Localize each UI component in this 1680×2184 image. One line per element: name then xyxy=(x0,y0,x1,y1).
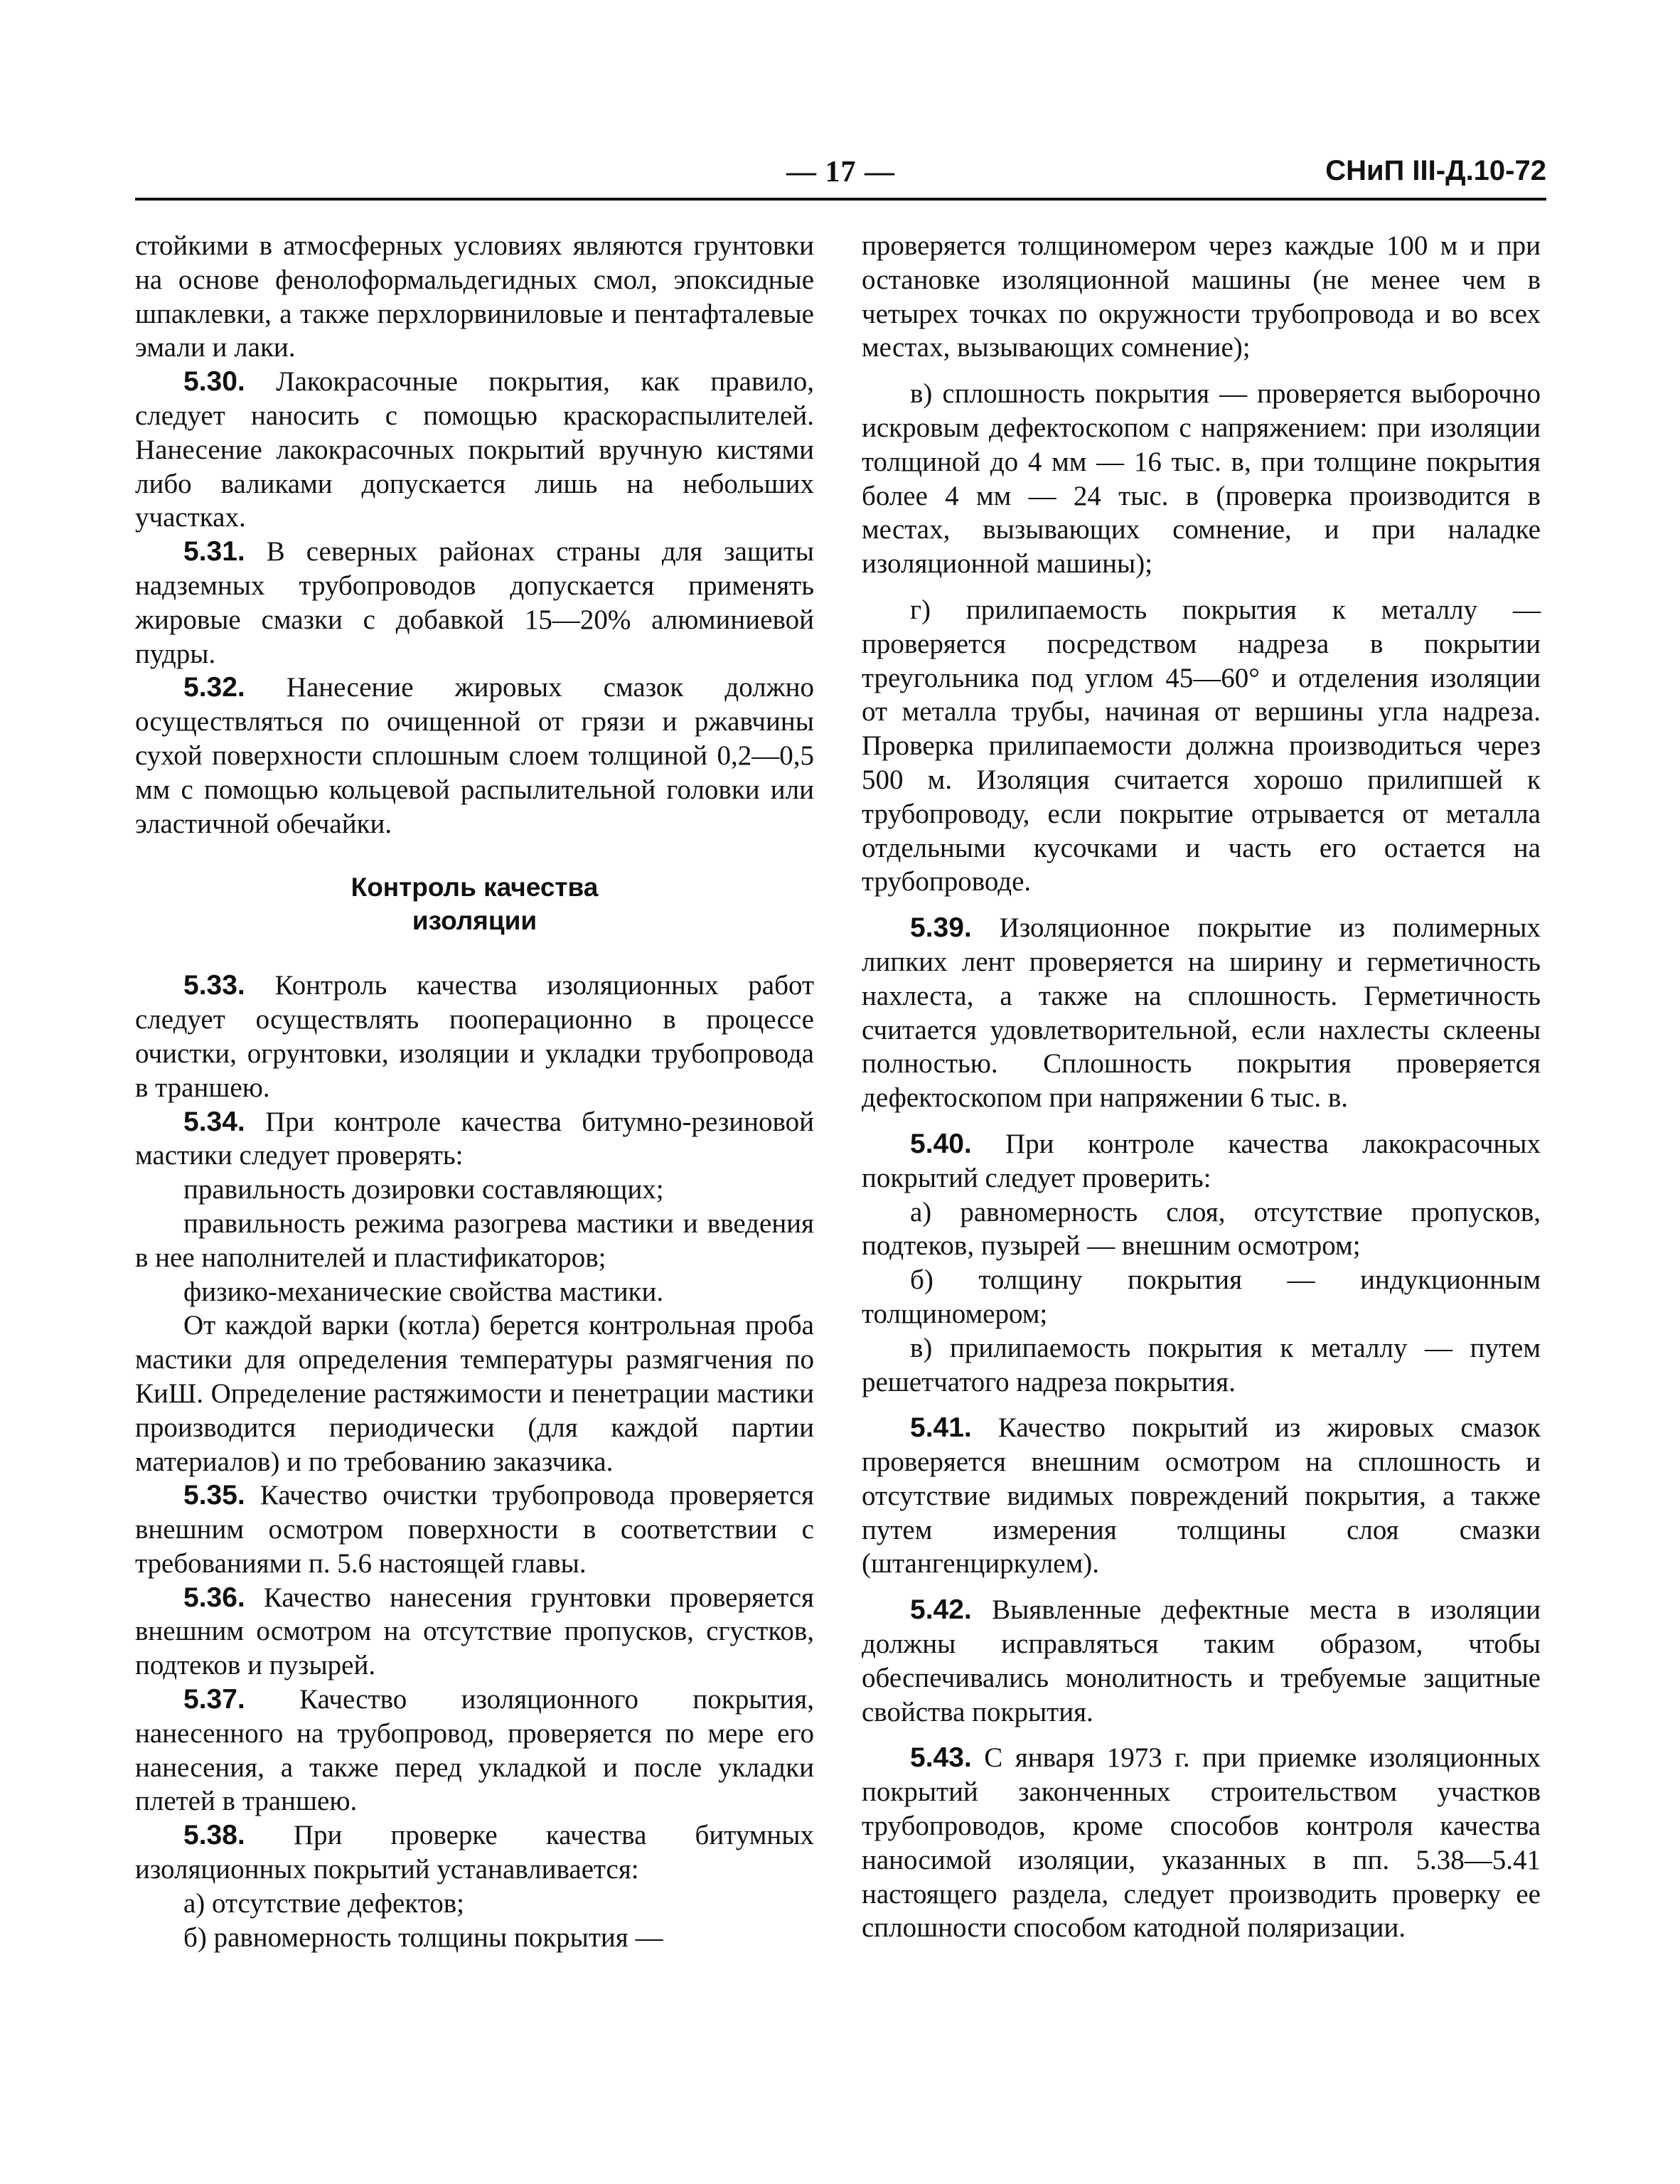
clause-text: В северных районах страны для защиты надземных трубопроводов допускается применять жировые смазки с добавкой 15—20% алюминиевой пудры. xyxy=(135,536,814,669)
clause-text: Выявленные дефектные места в изоляции должны исправляться таким образом, чтобы обеспечивались монолитность и требуемые защитные свойства покрытия. xyxy=(862,1594,1541,1727)
clause-text: Качество очистки трубопровода проверяется внешним осмотром поверхности в соответствии с требованиями п. 5.6 настоящей главы. xyxy=(135,1480,814,1579)
list-item: в) прилипаемость покрытия к металлу — путем решетчатого надреза покрытия. xyxy=(862,1332,1541,1397)
clause-5-42 xyxy=(862,1593,1541,1729)
clause-text: При проверке качества битумных изоляционных покрытий устанавливается: xyxy=(135,1820,814,1885)
clause-text: Изоляционное покрытие из полимерных липких лент проверяется на ширину и герметичность нахлеста, а также на сплошность. Герметичность считается удовлетворительной, если нахлесты склеены полностью. Сплошность покрытия проверяется дефектоскопом при напряжении 6 тыс. в. xyxy=(862,912,1541,1114)
clause-text: При контроле качества битумно-резиновой мастики следует проверять: xyxy=(135,1106,814,1171)
clause-5-43 xyxy=(862,1741,1541,1945)
clause-5-37 xyxy=(135,1683,814,1818)
clause-text: С января 1973 г. при приемке изоляционных покрытий законченных строительством участков трубопроводов, кроме способов контроля качества наносимой изоляции, указанных в пп. 5.38—5.41 настоящего раздела, следует производить проверку ее сплошности способом катодной поляризации. xyxy=(862,1742,1541,1944)
left-column xyxy=(135,229,814,1954)
section-heading-line2: изоляции xyxy=(412,906,537,936)
list-item: физико-механические свойства мастики. xyxy=(183,1276,664,1307)
list-item: правильность режима разогрева мастики и введения в нее наполнителей и пластификаторов; xyxy=(135,1208,814,1273)
clause-number: 5.43. xyxy=(910,1742,972,1774)
clause-number: 5.35. xyxy=(183,1480,245,1511)
list-item: а) отсутствие дефектов; xyxy=(183,1887,464,1919)
clause-number: 5.39. xyxy=(910,912,972,944)
clause-5-33 xyxy=(135,969,814,1104)
clause-5-36 xyxy=(135,1581,814,1683)
clause-text: Качество покрытий из жировых смазок проверяется внешним осмотром на сплошность и отсутствие видимых повреждений покрытия, а также путем измерения толщины слоя смазки (штангенциркулем). xyxy=(862,1412,1541,1580)
clause-5-41 xyxy=(862,1411,1541,1581)
list-item: б) равномерность толщины покрытия — xyxy=(183,1922,663,1953)
clause-number: 5.30. xyxy=(183,366,245,398)
clause-number: 5.32. xyxy=(183,672,245,703)
clause-5-35 xyxy=(135,1479,814,1580)
clause-number: 5.40. xyxy=(910,1128,972,1159)
list-item: г) прилипаемость покрытия к металлу — проверяется посредством надреза в покрытии треугольника под углом 45—60° и отделения изоляции от металла трубы, начиная от вершины угла надреза. Проверка прилипаемости должна производиться через 500 м. Изоляция считается хорошо прилипшей к трубопроводу, если покрытие отрывается от металла отдельными кусочками и часть его остается на трубопроводе. xyxy=(862,594,1541,897)
document-code: СНиП III-Д.10-72 xyxy=(1325,155,1546,186)
list-item: в) сплошность покрытия — проверяется выборочно искровым дефектоскопом с напряжением: при изоляции толщиной до 4 мм — 16 тыс. в, при толщине покрытия более 4 мм — 24 тыс. в (проверка производится в местах, вызывающих сомнение, и при наладке изоляционной машины); xyxy=(862,378,1541,580)
clause-5-39 xyxy=(862,911,1541,1115)
clause-5-32 xyxy=(135,671,814,841)
clause-number: 5.41. xyxy=(910,1412,972,1444)
clause-number: 5.36. xyxy=(183,1582,245,1613)
page-header xyxy=(135,155,1546,201)
section-heading-line1: Контроль качества xyxy=(351,873,599,902)
clause-number: 5.42. xyxy=(910,1594,972,1626)
clause-5-38 xyxy=(135,1818,814,1887)
clause-text: Контроль качества изоляционных работ следует осуществлять пооперационно в процессе очистки, огрунтовки, изоляции и укладки трубопровода в траншею. xyxy=(135,970,814,1103)
paragraph-continued: проверяется толщиномером через каждые 100 м и при остановке изоляционной машины (не менее чем в четырех точках по окружности трубопровода и во всех местах, вызывающих сомнение); xyxy=(862,230,1541,363)
list-item: правильность дозировки составляющих; xyxy=(183,1174,664,1205)
clause-5-30 xyxy=(135,365,814,535)
clause-text: Лакокрасочные покрытия, как правило, следует наносить с помощью краскораспылителей. Нанесение лакокрасочных покрытий вручную кистями либо валиками допускается лишь на небольших участках. xyxy=(135,366,814,533)
clause-number: 5.37. xyxy=(183,1684,245,1715)
section-heading xyxy=(135,870,814,937)
clause-number: 5.33. xyxy=(183,970,245,1001)
clause-text: Качество нанесения грунтовки проверяется внешним осмотром на отсутствие пропусков, сгустков, подтеков и пузырей. xyxy=(135,1582,814,1681)
clause-text: Нанесение жировых смазок должно осуществляться по очищенной от грязи и ржавчины сухой поверхности сплошным слоем толщиной 0,2—0,5 мм с помощью кольцевой распылительной головки или эластичной обечайки. xyxy=(135,672,815,839)
clause-number: 5.31. xyxy=(183,536,245,568)
clause-number: 5.38. xyxy=(183,1820,245,1851)
right-column xyxy=(862,229,1541,1945)
clause-text: При контроле качества лакокрасочных покрытий следует проверить: xyxy=(862,1128,1541,1193)
clause-5-34 xyxy=(135,1105,814,1173)
clause-5-40 xyxy=(862,1127,1541,1195)
paragraph-intro: стойкими в атмосферных условиях являются грунтовки на основе фенолоформальдегидных смол, эпоксидные шпаклевки, а также перхлорвиниловые и пентафталевые эмали и лаки. xyxy=(135,230,814,363)
clause-5-31 xyxy=(135,535,814,671)
paragraph: От каждой варки (котла) берется контрольная проба мастики для определения температуры размягчения по КиШ. Определение растяжимости и пенетрации мастики производится периодически (для каждой партии материалов) и по требованию заказчика. xyxy=(135,1310,814,1477)
list-item: а) равномерность слоя, отсутствие пропусков, подтеков, пузырей — внешним осмотром; xyxy=(862,1196,1541,1262)
clause-number: 5.34. xyxy=(183,1106,245,1137)
list-item: б) толщину покрытия — индукционным толщиномером; xyxy=(862,1264,1541,1329)
clause-text: Качество изоляционного покрытия, нанесенного на трубопровод, проверяется по мере его нанесения, а также перед укладкой и после укладки плетей в траншею. xyxy=(135,1684,814,1817)
page-number: — 17 — xyxy=(786,156,895,188)
